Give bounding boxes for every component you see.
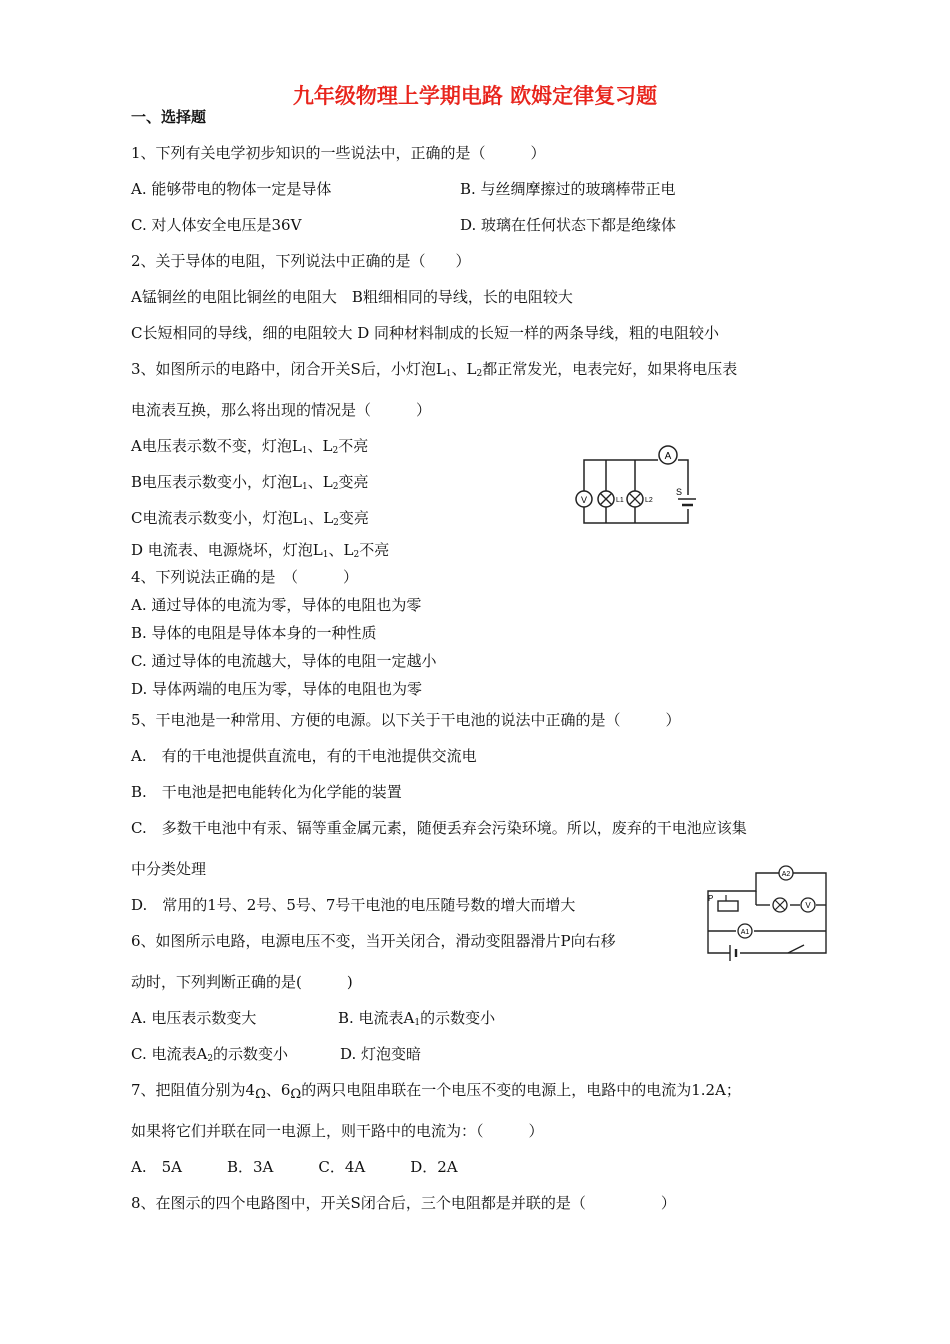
slider-label: P [708,894,714,903]
subscript: 2 [476,369,483,379]
option-text: 不亮 [338,437,369,455]
lamp-l1-label: L1 [616,497,624,504]
q7-stem-part: 的两只电阻串联在一个电压不变的电源上，电路中的电流为1.2A； [301,1081,741,1099]
q4-stem: 4、下列说法正确的是 （ ） [131,568,359,586]
subscript: 2 [332,446,339,456]
option-text: C. 电流表A [131,1045,208,1063]
q6-option-a: A. 电压表示数变大 [131,1009,257,1027]
q4-option-a: A. 通过导体的电流为零，导体的电阻也为零 [131,596,422,614]
option-text: A电压表示数不变，灯泡L [131,437,302,455]
q1-stem: 1、下列有关电学初步知识的一些说法中，正确的是（ ） [131,144,546,162]
ammeter-a2-label: A2 [781,871,791,878]
q3-option-c [131,508,369,533]
subscript: 1 [302,482,308,492]
page-title: 九年级物理上学期电路 欧姆定律复习题 [292,84,658,108]
ammeter-icon [659,446,677,464]
option-text: 、L [308,509,334,527]
q3-stem-line1 [131,359,737,384]
lamp-l2-icon [627,491,653,507]
q6-option-b [338,1008,495,1033]
subscript: 1 [301,446,308,456]
ohm-symbol: Ω [255,1087,266,1102]
q7-stem-line2: 如果将它们并联在同一电源上，则干路中的电流为：（ ） [131,1122,544,1140]
q1-option-c: C. 对人体安全电压是36V [131,216,302,234]
q5-option-d: D. 常用的1号、2号、5号、7号干电池的电压随号数的增大而增大 [131,896,576,914]
option-text: 不亮 [359,541,390,559]
rheostat-icon [718,901,738,911]
option-text: 、L [328,541,354,559]
option-text: 、L [307,473,333,491]
q4-option-c: C. 通过导体的电流越大，导体的电阻一定越小 [131,652,437,670]
q7-stem-part: 、6 [265,1081,291,1099]
subscript: 1 [414,1018,421,1028]
q3-option-a [131,436,368,461]
q6-stem-line1: 6、如图所示电路，电源电压不变，当开关闭合，滑动变阻器滑片P向右移 [131,932,616,950]
q8-stem: 8、在图示的四个电路图中，开关S闭合后，三个电阻都是并联的是（ ） [131,1194,676,1212]
subscript: 2 [353,550,360,560]
ammeter-a1-label: A1 [740,929,750,936]
q3-stem-part: 都正常发光，电表完好，如果将电压表 [482,360,738,378]
q6-option-d: D. 灯泡变暗 [340,1045,422,1063]
option-text: B电压表示数变小，灯泡L [131,473,302,491]
lamp-l1-icon [598,491,624,507]
subscript: 2 [207,1054,214,1064]
q7-stem-part: 7、把阻值分别为4 [131,1081,256,1099]
subscript: 1 [445,369,452,379]
q2-options-cd: C长短相同的导线，细的电阻较大 D 同种材料制成的长短一样的两条导线，粗的电阻较小 [131,324,720,342]
q4-option-b: B. 导体的电阻是导体本身的一种性质 [131,624,377,642]
voltmeter-label: V [805,901,811,910]
lamp-l2-label: L2 [645,497,653,504]
lamp-icon [773,898,787,912]
q1-option-a: A. 能够带电的物体一定是导体 [131,180,332,198]
q5-stem: 5、干电池是一种常用、方便的电源。以下关于干电池的说法中正确的是（ ） [131,711,681,729]
section-heading: 一、选择题 [131,108,207,126]
q2-stem: 2、关于导体的电阻，下列说法中正确的是（ ） [131,252,471,270]
option-text: 变亮 [338,509,369,527]
circuit-diagram-q6 [700,865,832,963]
subscript: 1 [302,518,309,528]
ammeter-a1-icon [738,924,752,938]
q2-options-ab: A锰铜丝的电阻比铜丝的电阻大 B粗细相同的导线，长的电阻较大 [131,288,573,306]
q5-option-a: A. 有的干电池提供直流电，有的干电池提供交流电 [131,747,477,765]
voltmeter-icon [801,898,815,912]
voltmeter-icon [576,491,592,507]
option-text: 的示数变小 [420,1009,496,1027]
circuit-diagram-q3 [572,443,696,538]
q6-option-c [131,1044,288,1069]
q1-option-b: B. 与丝绸摩擦过的玻璃棒带正电 [460,180,676,198]
q7-options: A. 5A B．3A C．4A D．2A [131,1158,458,1176]
q7-stem-line1 [131,1080,741,1105]
q3-stem-part: 、L [451,360,477,378]
ammeter-label: A [664,451,672,462]
option-text: B. 电流表A [338,1009,415,1027]
q3-option-b [131,472,368,497]
subscript: 2 [333,518,339,528]
q3-stem-line2: 电流表互换，那么将出现的情况是（ ） [131,401,432,419]
option-text: 变亮 [338,473,369,491]
q3-option-d [131,540,389,565]
q4-option-d: D. 导体两端的电压为零，导体的电阻也为零 [131,680,423,698]
q3-stem-part: 3、如图所示的电路中，闭合开关S后，小灯泡L [131,360,446,378]
option-text: C电流表示数变小，灯泡L [131,509,303,527]
q5-option-b: B. 干电池是把电能转化为化学能的装置 [131,783,402,801]
ohm-symbol: Ω [290,1087,302,1102]
ammeter-a2-icon [779,866,793,880]
subscript: 2 [332,482,339,492]
option-text: D 电流表、电源烧坏，灯泡L [131,541,323,559]
option-text: 、L [307,437,333,455]
subscript: 1 [322,550,329,560]
q6-stem-line2: 动时，下列判断正确的是( ) [131,973,353,991]
option-text: 的示数变小 [213,1045,289,1063]
voltmeter-label: V [580,495,588,505]
q1-option-d: D. 玻璃在任何状态下都是绝缘体 [460,216,677,234]
q5-option-c-line1: C. 多数干电池中有汞、镉等重金属元素，随便丢弃会污染环境。所以，废弃的干电池应该集 [131,819,747,837]
q5-option-c-line2: 中分类处理 [131,860,207,878]
switch-label: S [676,487,683,497]
